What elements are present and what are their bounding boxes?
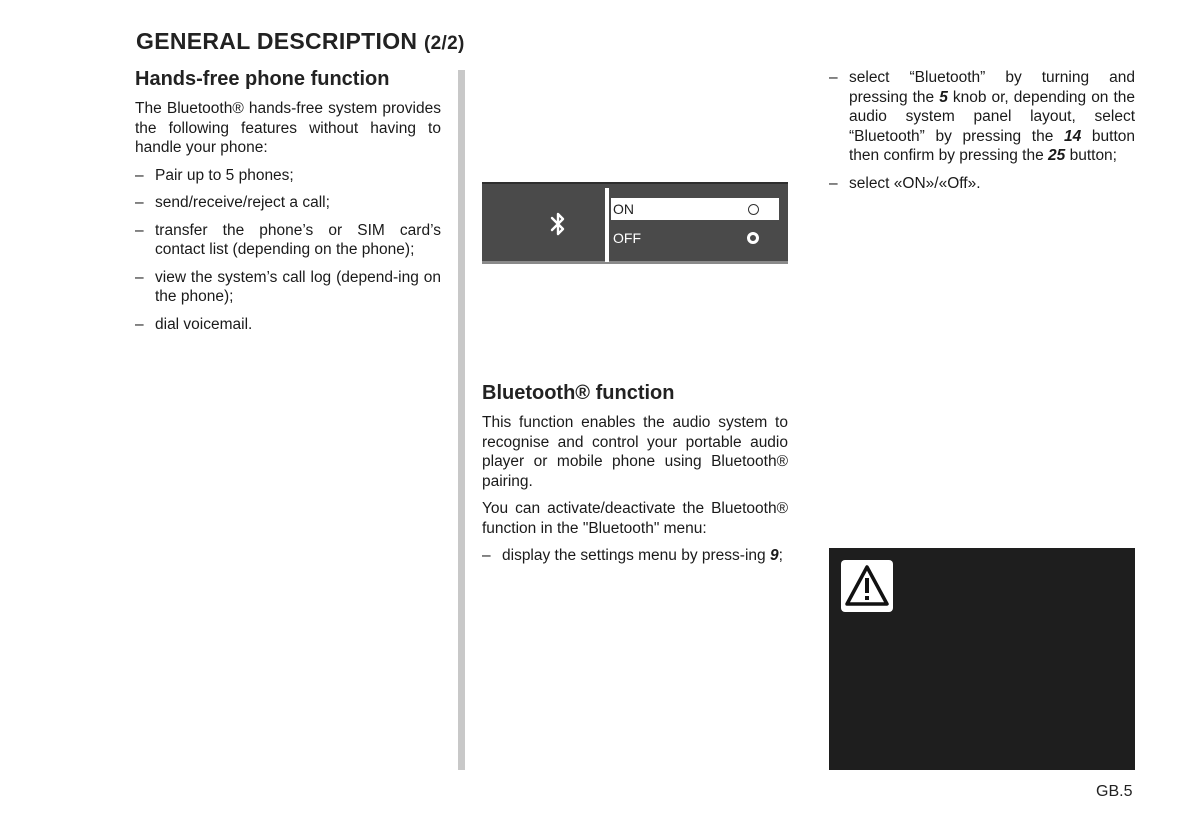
features-list (135, 166, 441, 335)
option-on-label: ON (613, 201, 634, 217)
step2-text-a: select “Bluetooth” by turning and pressing the (849, 69, 1135, 106)
list-item: – Pair up to 5 phones; (135, 166, 441, 186)
hands-free-section (135, 67, 441, 342)
warning-panel (829, 548, 1135, 770)
column-divider (458, 70, 465, 770)
bluetooth-function-para2: You can activate/deactivate the Bluetooth® function in the "Bluetooth" menu: (482, 500, 788, 537)
page-title (136, 28, 465, 55)
page-title-text: GENERAL DESCRIPTION (136, 28, 418, 54)
screen-divider (605, 188, 609, 262)
list-item (829, 68, 1135, 166)
list-item: – transfer the phone’s or SIM card’s contact list (depending on the phone); (135, 221, 441, 260)
bluetooth-function-para1: This function enables the audio system to recognise and control your portable audio player or mobile phone using Bluetooth® pairing. (482, 414, 788, 490)
page-part-indicator: (2/2) (424, 33, 465, 54)
warning-triangle-icon (841, 560, 893, 612)
list-item: – select «ON»/«Off». (829, 174, 1135, 194)
step2-text-c: button then confirm by pressing the (849, 127, 1135, 164)
step2-text-d: button; (1065, 147, 1117, 164)
bluetooth-function-section (482, 381, 788, 574)
button-ref: 25 (1048, 147, 1066, 164)
option-off-label: OFF (613, 230, 641, 246)
button-ref: 9 (769, 547, 779, 564)
bluetooth-settings-screen (482, 182, 788, 264)
steps-continued-section (829, 68, 1135, 201)
list-item: – view the system’s call log (depend-ing on the phone); (135, 268, 441, 307)
step2-text-b: knob or, depending on the audio system panel layout, select “Bluetooth” by pressing the (849, 88, 1136, 145)
page-number: GB.5 (1096, 783, 1133, 800)
knob-ref: 5 (939, 88, 948, 106)
hands-free-intro: The Bluetooth® hands-free system provides the following features without having to handle your phone: (135, 100, 441, 156)
bluetooth-function-heading: Bluetooth® function (482, 382, 675, 404)
button-ref: 14 (1063, 127, 1082, 145)
radio-selected-icon[interactable] (747, 232, 759, 244)
option-off[interactable] (611, 227, 779, 249)
list-item: – dial voicemail. (135, 315, 441, 335)
radio-unselected-icon[interactable] (748, 204, 759, 215)
steps-list (482, 546, 788, 566)
list-item: – send/receive/reject a call; (135, 193, 441, 213)
option-on[interactable] (611, 198, 779, 220)
hands-free-heading: Hands-free phone function (135, 68, 390, 90)
step1-end: ; (778, 547, 783, 564)
list-item (482, 546, 788, 566)
bluetooth-icon (548, 211, 568, 237)
steps-list-continued (829, 68, 1135, 193)
step1-text: display the settings menu by press-ing (502, 547, 770, 564)
